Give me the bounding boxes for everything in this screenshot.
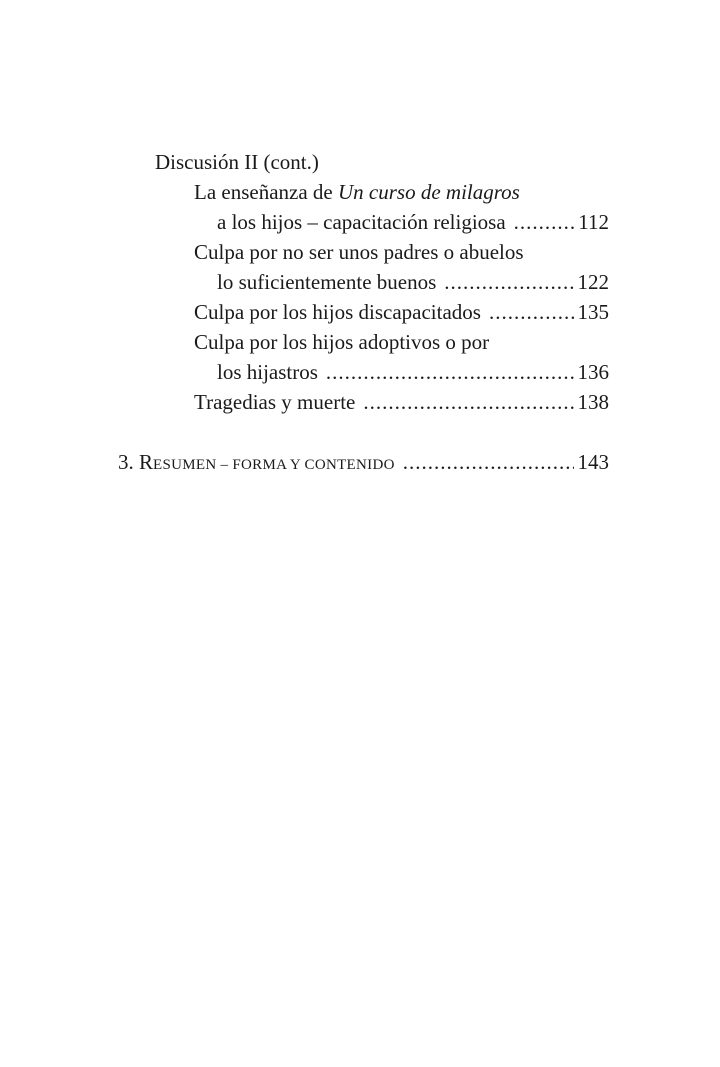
toc-entry-label: los hijastros — [217, 360, 318, 384]
toc-entry[interactable] — [194, 298, 609, 326]
page-number: 135 — [577, 300, 609, 324]
dot-leader — [326, 358, 574, 386]
toc-entry-title: Culpa por los hijos adoptivos o por — [194, 330, 490, 354]
toc-entry[interactable] — [217, 358, 609, 386]
dot-leader — [363, 388, 573, 416]
book-title: Un curso de milagros — [338, 180, 520, 204]
page-number: 143 — [577, 450, 609, 474]
toc-entry-title — [194, 178, 520, 206]
chapter-title-rest: ESUMEN – FORMA Y CONTENIDO — [153, 457, 395, 473]
toc-entry-label: Tragedias y muerte — [194, 390, 356, 414]
toc-entry-title-prefix: La enseñanza de — [194, 180, 338, 204]
dot-leader — [444, 268, 573, 296]
toc-entry[interactable] — [194, 388, 609, 416]
page-number: 112 — [578, 210, 609, 234]
toc-entry-label: a los hijos – capacitación religiosa — [217, 210, 506, 234]
toc-chapter-entry[interactable] — [118, 448, 609, 479]
toc-entry-label: Culpa por los hijos discapacitados — [194, 300, 481, 324]
toc-entry[interactable] — [217, 208, 609, 236]
chapter-title — [118, 448, 395, 479]
toc-entry-title: Culpa por no ser unos padres o abuelos — [194, 240, 524, 264]
section-heading: Discusión II (cont.) — [155, 150, 319, 174]
chapter-title-initial: R — [139, 450, 154, 474]
toc-entry-label: lo suficientemente buenos — [217, 270, 437, 294]
page-number: 138 — [577, 390, 609, 414]
dot-leader — [489, 298, 574, 326]
dot-leader — [403, 448, 574, 476]
page-number: 122 — [577, 270, 609, 294]
toc-entry[interactable] — [217, 268, 609, 296]
dot-leader — [514, 208, 575, 236]
page-number: 136 — [577, 360, 609, 384]
chapter-number: 3. — [118, 450, 139, 474]
